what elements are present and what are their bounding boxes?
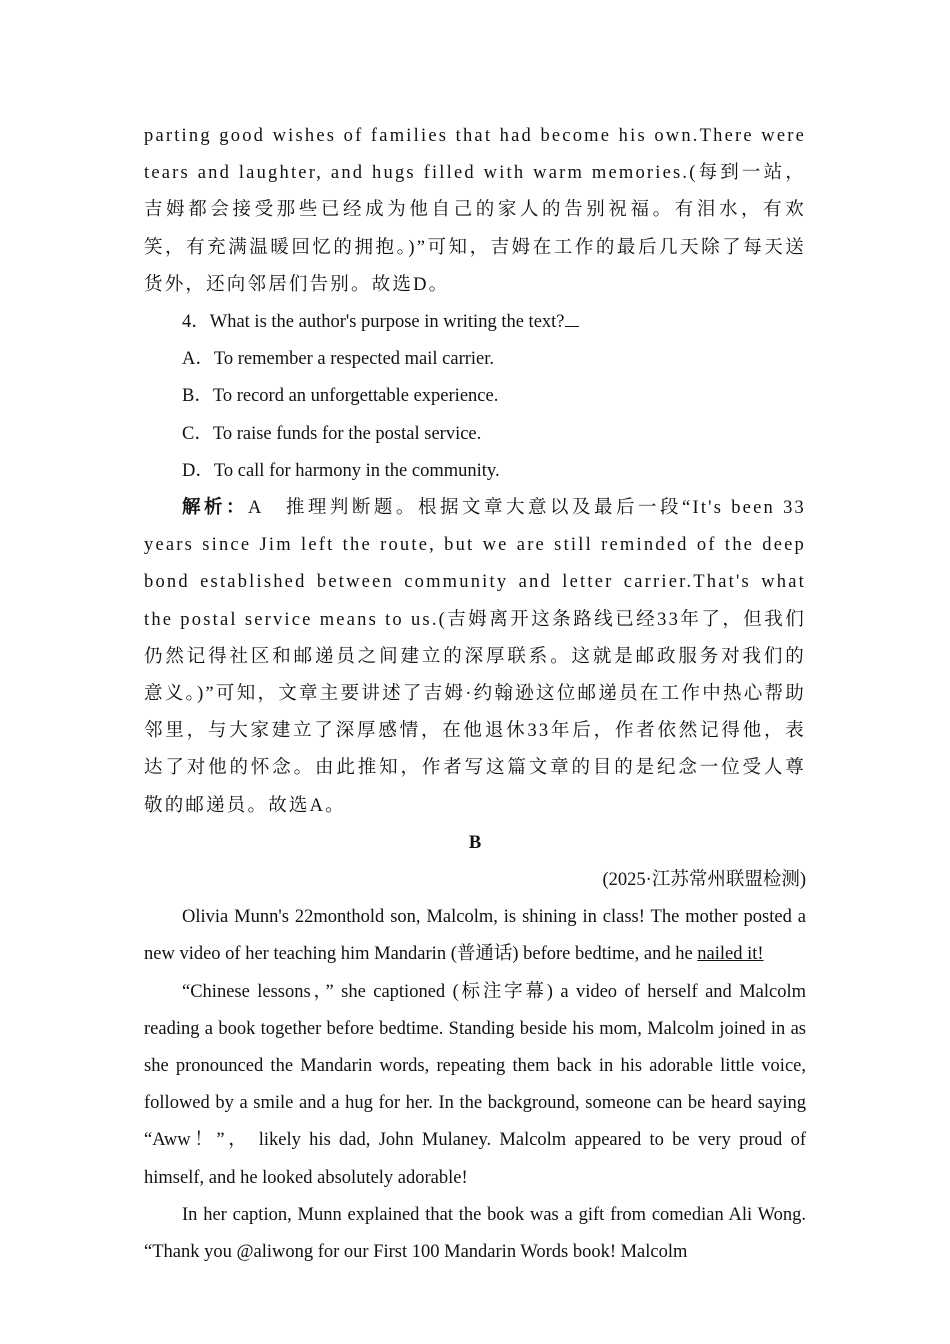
passage-b-heading: B	[468, 832, 482, 853]
option-c: C．To raise funds for the postal service.	[182, 423, 482, 444]
analysis-text: A 推理判断题。根据文章大意以及最后一段“It's been 33 years since Jim left the route, but we are still reminded of the deep bond established between community and letter carrier.That's what the postal service means to us.(吉姆离开这条路线已经33年了，但我们仍然记得社区和邮递员之间建立的深厚联系。这就是邮政服务对我们的意义。)”可知，文章主要讲述了吉姆·约翰逊这位邮递员在工作中热心帮助邻里，与大家建立了深厚感情，在他退休33年后，作者依然记得他，表达了对他的怀念。由此推知，作者写这篇文章的目的是纪念一位受人尊敬的邮递员。故选A。	[144, 498, 806, 816]
underlined-phrase: nailed it!	[697, 944, 764, 965]
answer-blank	[565, 308, 579, 327]
question-4-stem	[144, 304, 806, 341]
option-b: B．To record an unforgettable experience.	[182, 386, 499, 407]
option-a: A．To remember a respected mail carrier.	[182, 349, 495, 370]
passage-a-tail-paragraph: parting good wishes of families that had become his own.There were tears and laughter, and hugs filled with warm memories.(每到一站，吉姆都会接受那些已经成为他自己的家人的告别祝福。有泪水，有欢笑，有充满温暖回忆的拥抱。)”可知，吉姆在工作的最后几天除了每天送货外，还向邻居们告别。故选D。	[144, 126, 806, 295]
document-page	[144, 118, 806, 1271]
question-4-analysis	[144, 490, 806, 825]
question-4-text: 4．What is the author's purpose in writing the text?	[182, 312, 565, 333]
analysis-label: 解析：	[182, 498, 249, 519]
passage-b-paragraph-2: “Chinese lessons，” she captioned (标注字幕) a video of herself and Malcolm reading a book together before bedtime. Standing beside his mom, Malcolm joined in as she pronounced the Mandarin words, repeating them back in his adorable little voice, followed by a smile and a hug for her. In the background, someone can be heard saying “Aww！”， likely his dad, John Mulaney. Malcolm appeared to be very proud of himself, and he looked absolutely adorable!	[144, 981, 806, 1188]
passage-b-source: (2025·江苏常州联盟检测)	[602, 870, 806, 891]
passage-b-paragraph-3: In her caption, Munn explained that the book was a gift from comedian Ali Wong. “Thank you @aliwong for our First 100 Mandarin Words book! Malcolm	[144, 1204, 806, 1263]
paragraph-1-text: Olivia Munn's 22monthold son, Malcolm, is shining in class! The mother posted a new video of her teaching him Mandarin (普通话) before bedtime, and he	[144, 907, 806, 965]
option-d: D．To call for harmony in the community.	[182, 460, 500, 481]
passage-b-paragraph-1	[144, 899, 806, 973]
